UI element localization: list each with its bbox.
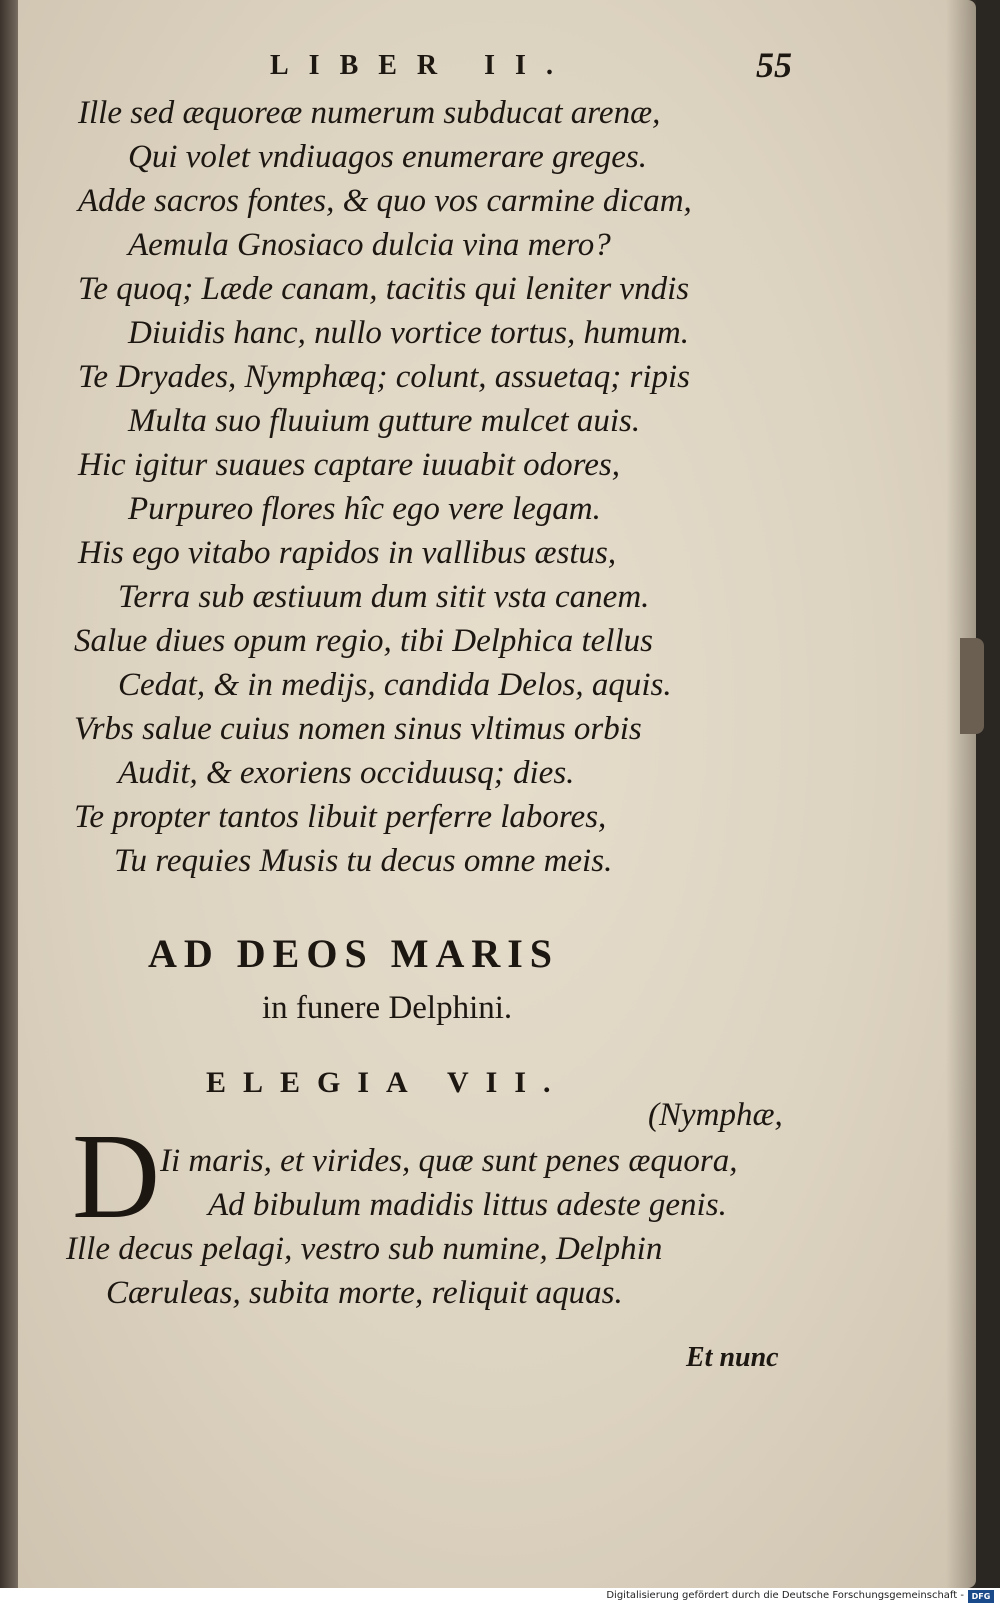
- page-edge-shadow: [946, 0, 976, 1588]
- elegy-number: ELEGIA VII.: [206, 1066, 568, 1099]
- verse-line: Cæruleas, subita morte, reliquit aquas.: [106, 1275, 623, 1311]
- drop-capital: D: [72, 1109, 161, 1244]
- dfg-logo: DFG: [968, 1590, 994, 1603]
- verse-line: Te propter tantos libuit perferre labores,: [74, 799, 607, 835]
- verse-line: Te quoq; Læde canam, tacitis qui leniter vndis: [78, 271, 690, 307]
- verse-line: Qui volet vndiuagos enumerare greges.: [128, 139, 648, 175]
- verse-line: Terra sub æstiuum dum sitit vsta canem.: [118, 579, 650, 615]
- verse-line: Purpureo flores hîc ego vere legam.: [128, 491, 601, 527]
- verse-line: Vrbs salue cuius nomen sinus vltimus orbis: [74, 711, 642, 747]
- verse-line: Ille sed æquoreæ numerum subducat arenæ,: [78, 95, 661, 131]
- verse-line: Ille decus pelagi, vestro sub numine, Delphin: [66, 1231, 663, 1267]
- verse-line: Diuidis hanc, nullo vortice tortus, humum.: [128, 315, 689, 351]
- running-title: LIBER II.: [270, 50, 573, 81]
- poem-subtitle: in funere Delphini.: [262, 990, 513, 1026]
- verse-line: Cedat, & in medijs, candida Delos, aquis.: [118, 667, 672, 703]
- verse-line: Hic igitur suaues captare iuuabit odores,: [78, 447, 621, 483]
- catchword: Et nunc: [686, 1342, 779, 1373]
- verse-line: His ego vitabo rapidos in vallibus æstus,: [78, 535, 617, 571]
- funding-credit: Digitalisierung gefördert durch die Deutsche Forschungsgemeinschaft -: [606, 1590, 964, 1601]
- verse-line: Salue diues opum regio, tibi Delphica tellus: [74, 623, 653, 659]
- verse-line: Adde sacros fontes, & quo vos carmine dicam,: [78, 183, 692, 219]
- bookmark-tab: [960, 638, 984, 734]
- verse-line: Aemula Gnosiaco dulcia vina mero?: [128, 227, 611, 263]
- verse-line: Tu requies Musis tu decus omne meis.: [114, 843, 613, 879]
- verse-line: Ii maris, et virides, quæ sunt penes æquora,: [160, 1143, 738, 1179]
- verse-line: Te Dryades, Nymphæq; colunt, assuetaq; ripis: [78, 359, 691, 395]
- verse-line: Multa suo fluuium gutture mulcet auis.: [128, 403, 641, 439]
- verse-line: Ad bibulum madidis littus adeste genis.: [208, 1187, 727, 1223]
- turnover-text: (Nymphæ,: [648, 1097, 783, 1133]
- poem-title: AD DEOS MARIS: [148, 931, 560, 976]
- verse-line: Audit, & exoriens occiduusq; dies.: [118, 755, 575, 791]
- page-number: 55: [756, 45, 792, 85]
